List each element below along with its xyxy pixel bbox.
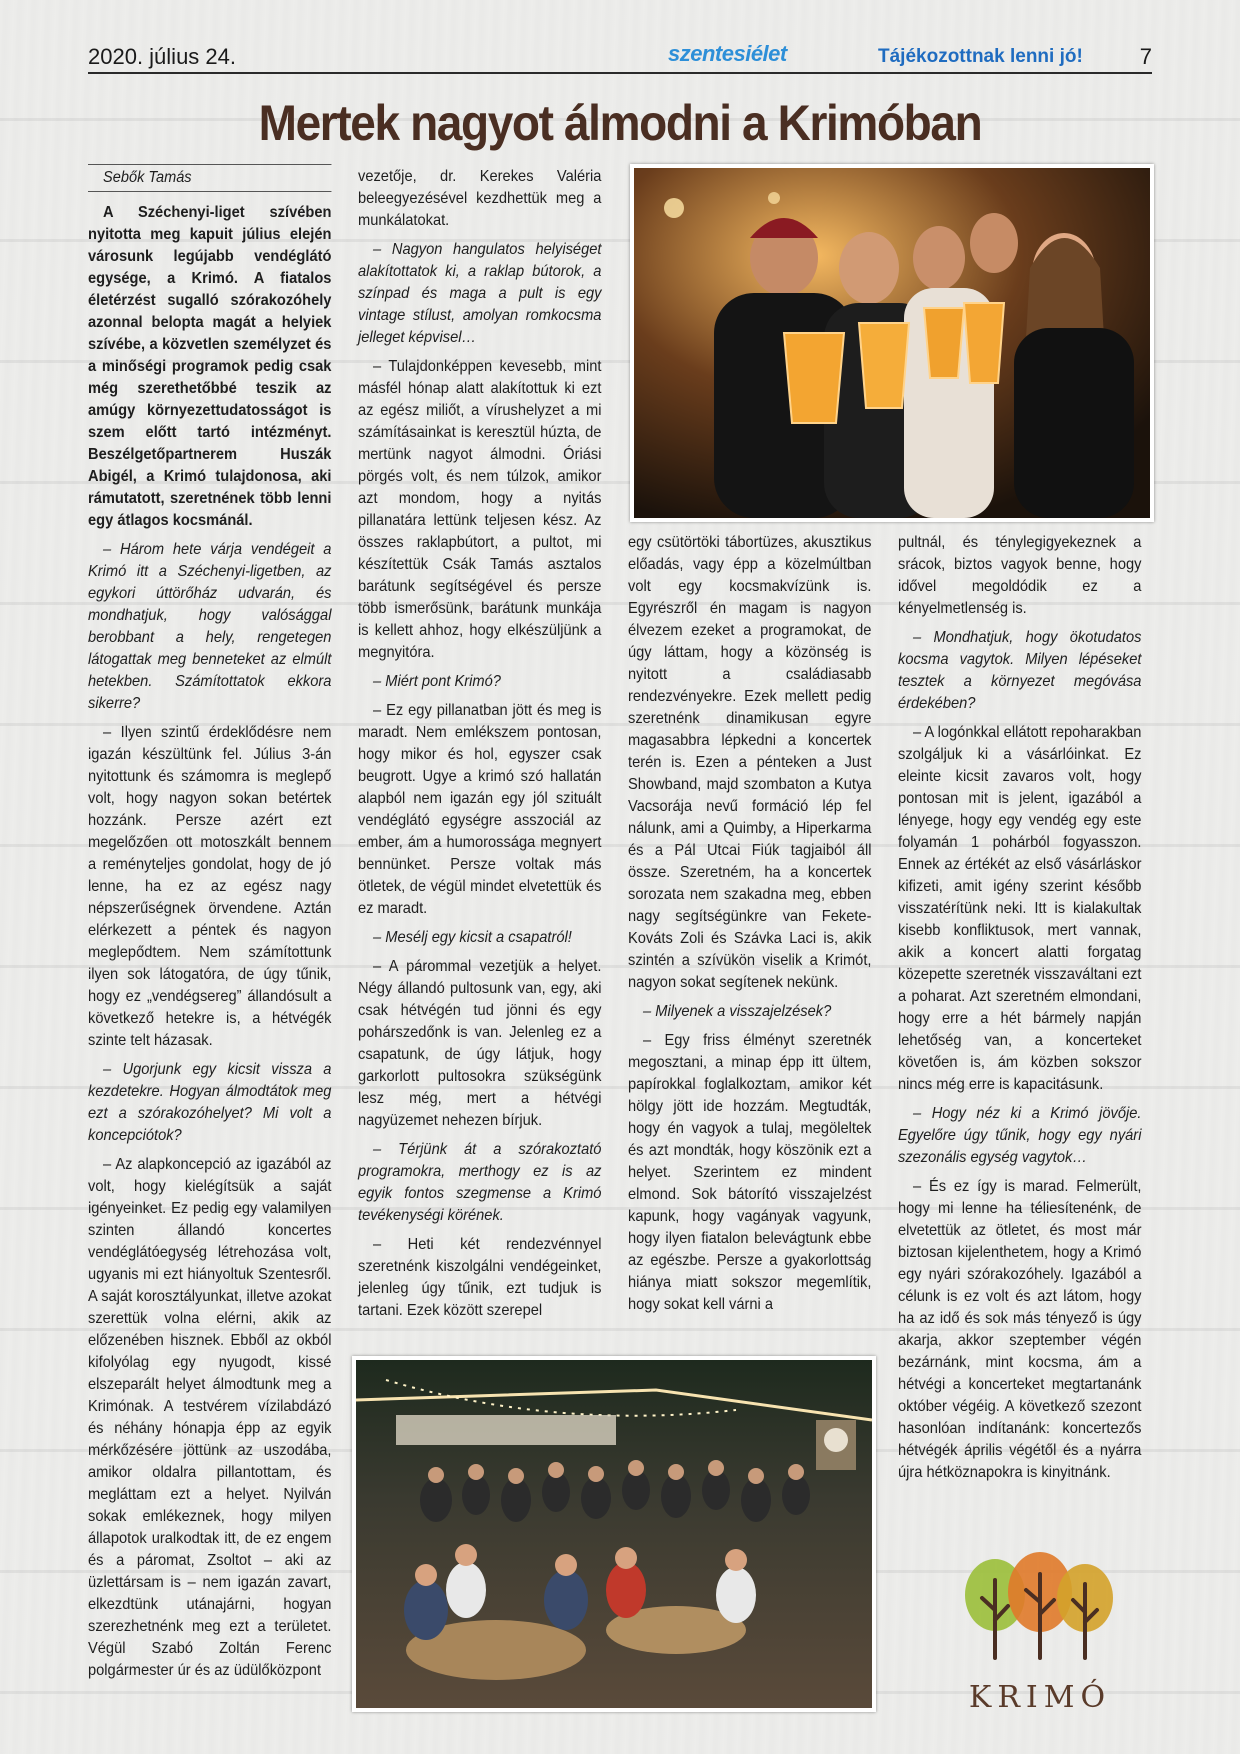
interview-answer: pultnál, és ténylegigyekeznek a srácok, biztos vagyok benne, hogy idővel megoldódik ez a kényelmetlenség is. [898, 534, 1142, 617]
interview-question: – Hogy néz ki a Krimó jövője. Egyelőre úgy tűnik, hogy egy nyári szezonális egység vagytok… [898, 1105, 1142, 1166]
photo-crowd-at-krimo-image [356, 1360, 872, 1708]
interview-answer: egy csütörtöki tábortüzes, akusztikus előadás, vagy épp a közelmúltban volt egy kocsmakvízünk is. Egyrészről én magam is nagyon élvezem ezeket a programokat, de úgy láttam, hogy a közönség is nyitott a családiasabb rendezvényekre. Ezek mellett pedig szeretnénk dinamikusan egyre magasabbra lépkedni a koncertek terén is. Ezen a pénteken a Just Showband, majd szombaton a Kutya Vacsorája nevű formáció lép fel nálunk, ami a Quimby, a Hiperkarma és a Pál Utcai Fiúk tagjaiból áll össze. Szeretném, ha a koncertek sorozata nem szakadna meg, ebben nagy segítségünkre van Fekete-Kováts Zoli és Szávka Laci is, akik szintén a szívükön viselik a Krimót, nagyon sokat segítenek nekünk. [628, 534, 872, 991]
interview-answer: – Ilyen szintű érdeklődésre nem igazán készültünk fel. Július 3-án nyitottunk és számomra is meglepő volt, hogy nagyon sokan betértek hozzánk. Persze azért ezt megelőzően ott motoszkált bennem a reményteljes gondolat, hogy de jó lenne, ha ez az egész nagy népszerűségnek örvendene. Aztán elérkezett a péntek és nagyon meglepődtem. Nem számítottunk ilyen sok látogatóra, de úgy tűnik, hogy ez „vendégsereg” állandósult a következő hetekre is, a hétvégék szinte telt házasak. [88, 724, 332, 1049]
article-column-3 [628, 532, 871, 1323]
page-number: 7 [1139, 44, 1152, 69]
interview-answer: – Egy friss élményt szeretnék megosztani, a minap épp itt ültem, papírokkal foglalkoztam, amikor két hölgy jött ide hozzám. Megtudták, hogy én vagyok a tulaj, megöleltek és azt mondták, hogy köszönik ezt a helyet. Szerintem ez mindent elmond. Sok bátorító visszajelzést kapunk, hogy vagányak vagyunk, hogy ilyen fiatalon belevágtunk ebbe az egészbe. Persze a gyakorlottság hiánya miatt sokszor megemlítik, hogy sokat kell várni a [628, 1032, 872, 1313]
interview-question: – Milyenek a visszajelzések? [643, 1003, 832, 1020]
page-header [88, 40, 1152, 74]
article-lead: A Széchenyi-liget szívében nyitotta meg kapuit július elején városunk legújabb vendéglátó egysége, a Krimó. A fiatalos életérzést sugalló szórakozóhely azonnal belopta magát a helyiek szívébe, a közvetlen személyzet és a minőségi programok pedig csak még szerethetőbbé teszik az amúgy környezettudatosságot is szem előtt tartó intézményt. Beszélgetőpartnerem Huszák Abigél, a Krimó tulajdonosa, aki rámutatott, szeretnének több lenni egy átlagos kocsmánál. [88, 204, 332, 529]
interview-answer: – Heti két rendezvénnyel szeretnénk kiszolgálni vendégeinket, jelenleg úgy tűnik, ezt tudjuk is tartani. Ezek között szerepel [358, 1236, 602, 1319]
article-author: Sebők Tamás [88, 164, 331, 192]
interview-answer: – A párommal vezetjük a helyet. Négy állandó pultosunk van, egy, aki csak hétvégén tud jönni és egy pohárszedőnk is van. Jelenleg ez a csapatunk, de úgy látjuk, hogy garkorlott pultosokra szükségünk lesz még, mert a hétvégi nagyüzemet nehezen bírjuk. [358, 958, 602, 1129]
interview-answer: – Ez egy pillanatban jött és meg is maradt. Nem emlékszem pontosan, hogy mikor és hol, egyszer csak beugrott. Ugye a krimó szó hallatán alapból nem igazán egy jól szituált vendéglátó egységre asszociál az ember, ám a humorossága megnyert bennünket. Persze voltak más ötletek, de végül mindet elvetettük és ez maradt. [358, 702, 602, 917]
interview-answer: – És ez így is marad. Felmerült, hogy mi lenne ha téliesítenénk, de elvetettük az ötletet, és most már biztosan kijelenthetem, hogy a Krimó egy nyári szórakozóhely. Igazából a célunk is ez volt és azt látom, hogy ha az idő és sok más tényező is úgy akarja, akkor szeptember végén bezárnánk, mint kocsma, ám a hétvégi a koncerteket megtartanánk október végéig. A következő szezont hasonlóan indítanánk: koncertezős hétvégék április végétől és a nyárra újra hétköznapokra is kinyitnánk. [898, 1178, 1142, 1481]
interview-question: – Térjünk át a szórakoztató programokra, merthogy ez is az egyik fontos szegmense a Krimó tevékenységi körének. [358, 1141, 602, 1224]
interview-question: – Nagyon hangulatos helyiséget alakítottatok ki, a raklap bútorok, a színpad és maga a pult is egy vintage stílust, amolyan romkocsma jelleget képvisel… [358, 241, 602, 346]
interview-question: – Mesélj egy kicsit a csapatról! [373, 929, 572, 946]
krimo-logo-text: KRIMÓ [968, 1680, 1112, 1715]
interview-answer: vezetője, dr. Kerekes Valéria beleegyezésével kezdhettük meg a munkálatokat. [358, 168, 602, 229]
photo-friends-toasting-image [634, 168, 1150, 518]
interview-answer: – Az alapkoncepció az igazából az volt, hogy kielégítsük a saját igényeinket. Ez pedig egy valamilyen szinten állandó koncertes vendéglátóegység létrehozása volt, ugyanis mi ezt hiányoltuk Szentesről. A saját korosztályunkat, illetve azokat szerettük volna elérni, akik az előzenében hisznek. Ebből az okból kifolyólag egy nyugodt, kissé elszeparált helyet álmodtunk meg a Krimónak. A testvérem vízilabdázó és néhány hónapja épp az egyik mérkőzésére jöttünk az uszodába, amikor oldalra pillantottam, és megláttam ezt a helyet. Nyilván sokak emlékeznek, hogy milyen állapotok uralkodtak itt, de ez engem és a páromat, Zsoltot – aki az üzlettársam is – nem igazán zavart, elkezdtünk utánajárni, hogyan szerezhetnénk meg ezt a területet. Végül Szabó Zoltán Ferenc polgármester úr és az üdülőközpont [88, 1156, 332, 1679]
article-column-2 [358, 166, 601, 1329]
interview-question: – Három hete várja vendégeit a Krimó itt a Széchenyi-ligetben, az egykori úttörőház udvarán, és mondhatjuk, hogy valósággal berobbant a hely, rengetegen látogattak meg benneteket az elmúlt hetekben. Számítottatok ekkora sikerre? [88, 541, 332, 712]
photo-friends-toasting [630, 164, 1154, 522]
interview-answer: – Tulajdonképpen kevesebb, mint másfél hónap alatt alakítottuk ki ezt az egész miliőt, a vírushelyzet a mi számításainkat is keresztül húzta, de mertünk nagyot álmodni. Óriási pörgés volt, és nem túlzok, amikor azt mondom, hogy a nyitás pillanatára lettünk teljesen kész. Az összes raklapbútort, a pultot, mi készítettük Csák Tamás asztalos barátunk segítségével és persze több ismerősünk, barátunk munkája is kellett ahhoz, hogy elkészüljünk a megnyitóra. [358, 358, 602, 661]
article-title: Mertek nagyot álmodni a Krimóban [258, 95, 982, 151]
krimo-logo [950, 1540, 1130, 1740]
article-column-4 [898, 532, 1141, 1491]
photo-crowd-at-krimo [352, 1356, 876, 1712]
article-column-1 [88, 164, 331, 1689]
interview-question: – Miért pont Krimó? [373, 673, 501, 690]
issue-date: 2020. július 24. [88, 44, 236, 69]
publication-logo: szentesiélet [668, 41, 787, 66]
interview-question: – Mondhatjuk, hogy ökotudatos kocsma vagytok. Milyen lépéseket tesztek a környezet megóvása érdekében? [898, 629, 1142, 712]
publication-slogan: Tájékozottnak lenni jó! [878, 46, 1083, 67]
krimo-trees-icon [950, 1540, 1130, 1680]
interview-answer: – A logónkkal ellátott repoharakban szolgáljuk ki a vásárlóinkat. Ez eleinte kicsit zavaros volt, hogy pontosan mit is jelent, igazából a lényege, hogy egy vendég egy este folyamán 1 pohárból fogyasszon. Ennek az értékét az első vásárláskor kifizeti, amit igény szerint később visszatérítünk neki. Itt is kialakultak kisebb konfliktusok, mert vannak, akik a koncert alatti forgatag közepette szeretnék visszaváltani ezt a poharat. Azt szeretném elmondani, hogy erre a hét bármely napján lehetőség van, a koncerteket követően is, ám közben sokszor nincs még erre is kapacitásunk. [898, 724, 1142, 1093]
interview-question: – Ugorjunk egy kicsit vissza a kezdetekre. Hogyan álmodtátok meg ezt a szórakozóhelyet? Mi volt a koncepciótok? [88, 1061, 332, 1144]
